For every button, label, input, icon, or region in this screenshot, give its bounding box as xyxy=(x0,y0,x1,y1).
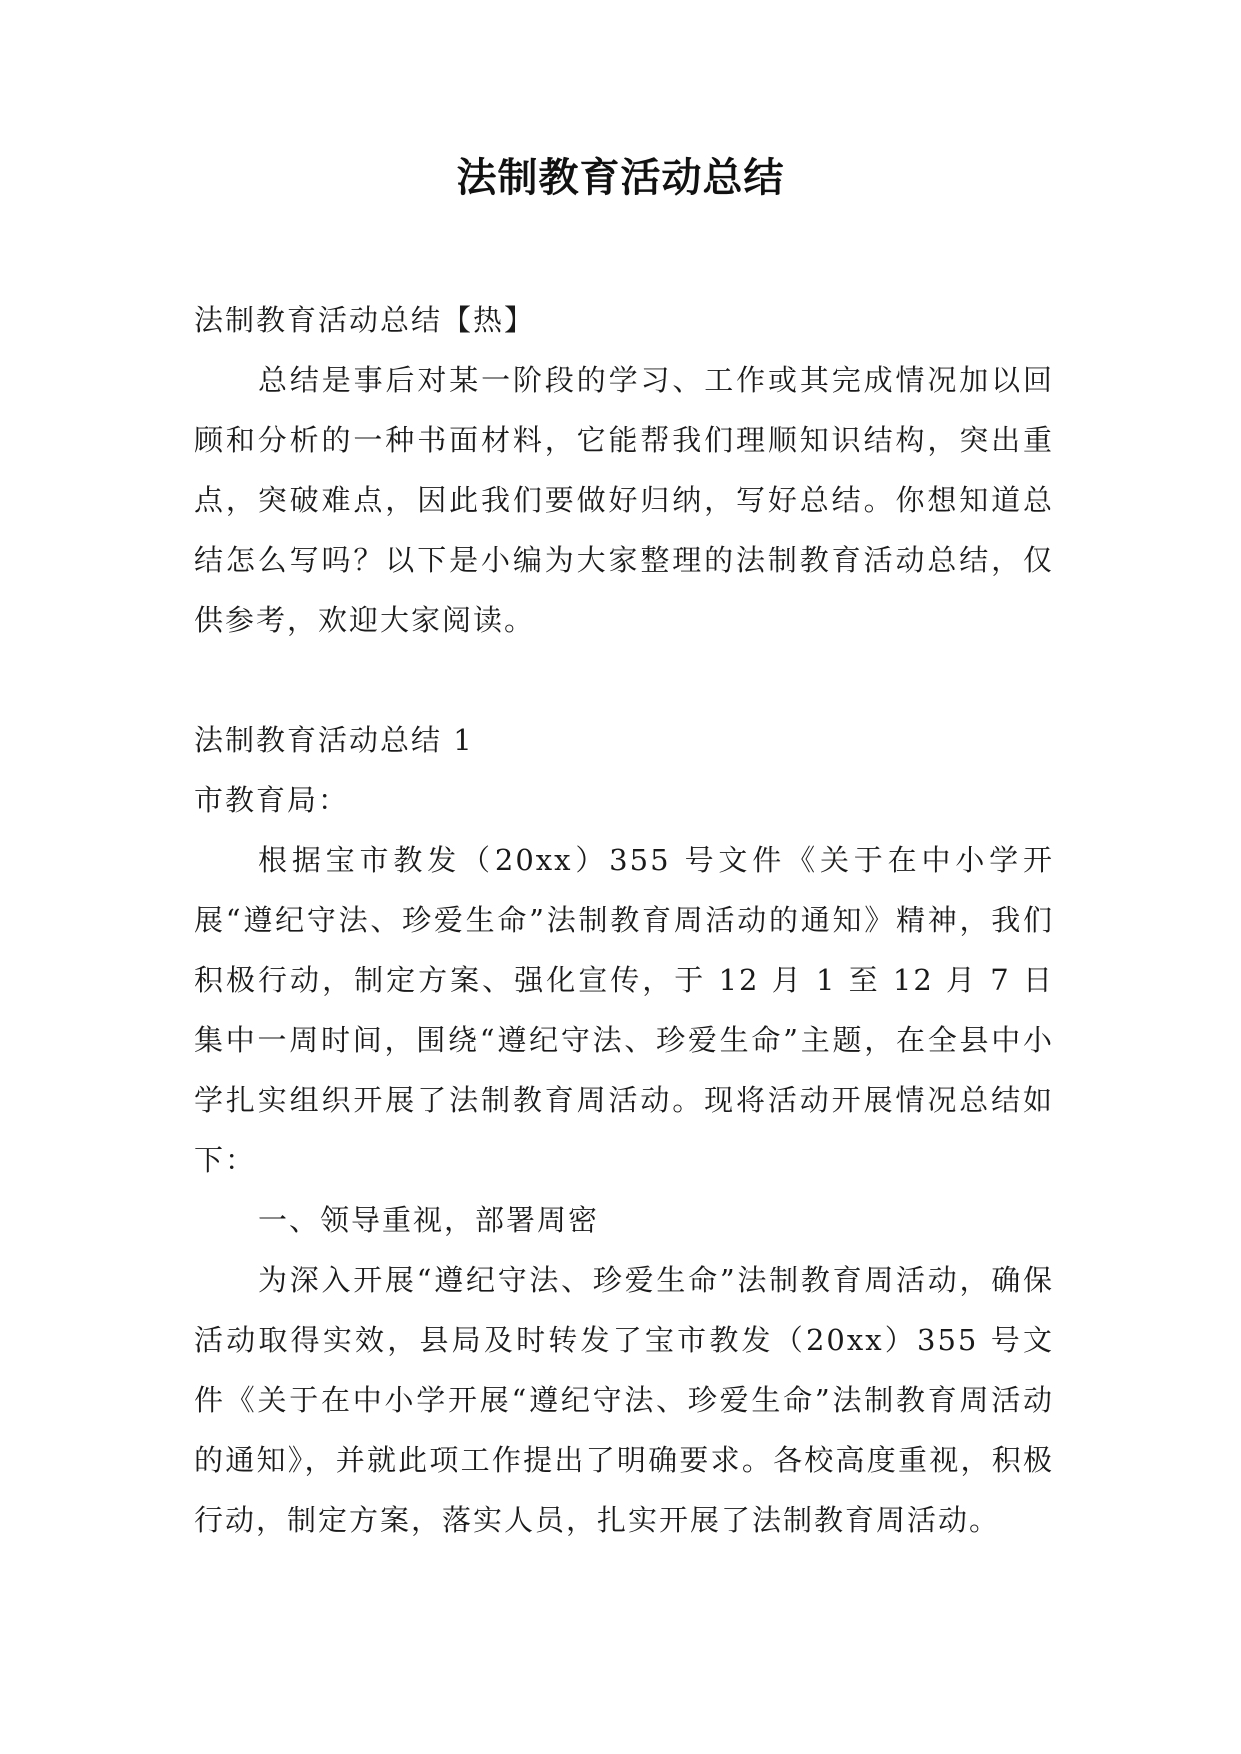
body-paragraph-1: 根据宝市教发（20xx）355 号文件《关于在中小学开展“遵纪守法、珍爱生命”法制教育周活动的通知》精神，我们积极行动，制定方案、强化宣传，于 12 月 1 至 12 月 7 日集中一周时间，围绕“遵纪守法、珍爱生命”主题，在全县中小学扎实组织开展了法制教育周活动。现将活动开展情况总结如下： xyxy=(194,843,1054,1177)
document-subtitle: 法制教育活动总结【热】 xyxy=(194,303,536,337)
paragraph-gap xyxy=(194,650,1054,710)
section-heading: 法制教育活动总结 1 xyxy=(194,723,474,757)
body-paragraph-2: 为深入开展“遵纪守法、珍爱生命”法制教育周活动，确保活动取得实效，县局及时转发了宝市教发（20xx）355 号文件《关于在中小学开展“遵纪守法、珍爱生命”法制教育周活动的通知》，并就此项工作提出了明确要求。各校高度重视，积极行动，制定方案，落实人员，扎实开展了法制教育周活动。 xyxy=(194,1263,1054,1537)
document-title: 法制教育活动总结 xyxy=(456,155,785,201)
recipient-line: 市教育局： xyxy=(194,783,350,817)
point-1-heading: 一、领导重视，部署周密 xyxy=(258,1203,600,1237)
intro-paragraph: 总结是事后对某一阶段的学习、工作或其完成情况加以回顾和分析的一种书面材料，它能帮我们理顺知识结构，突出重点，突破难点，因此我们要做好归纳，写好总结。你想知道总结怎么写吗？以下是小编为大家整理的法制教育活动总结，仅供参考，欢迎大家阅读。 xyxy=(194,363,1054,637)
document-body xyxy=(194,290,1054,1550)
